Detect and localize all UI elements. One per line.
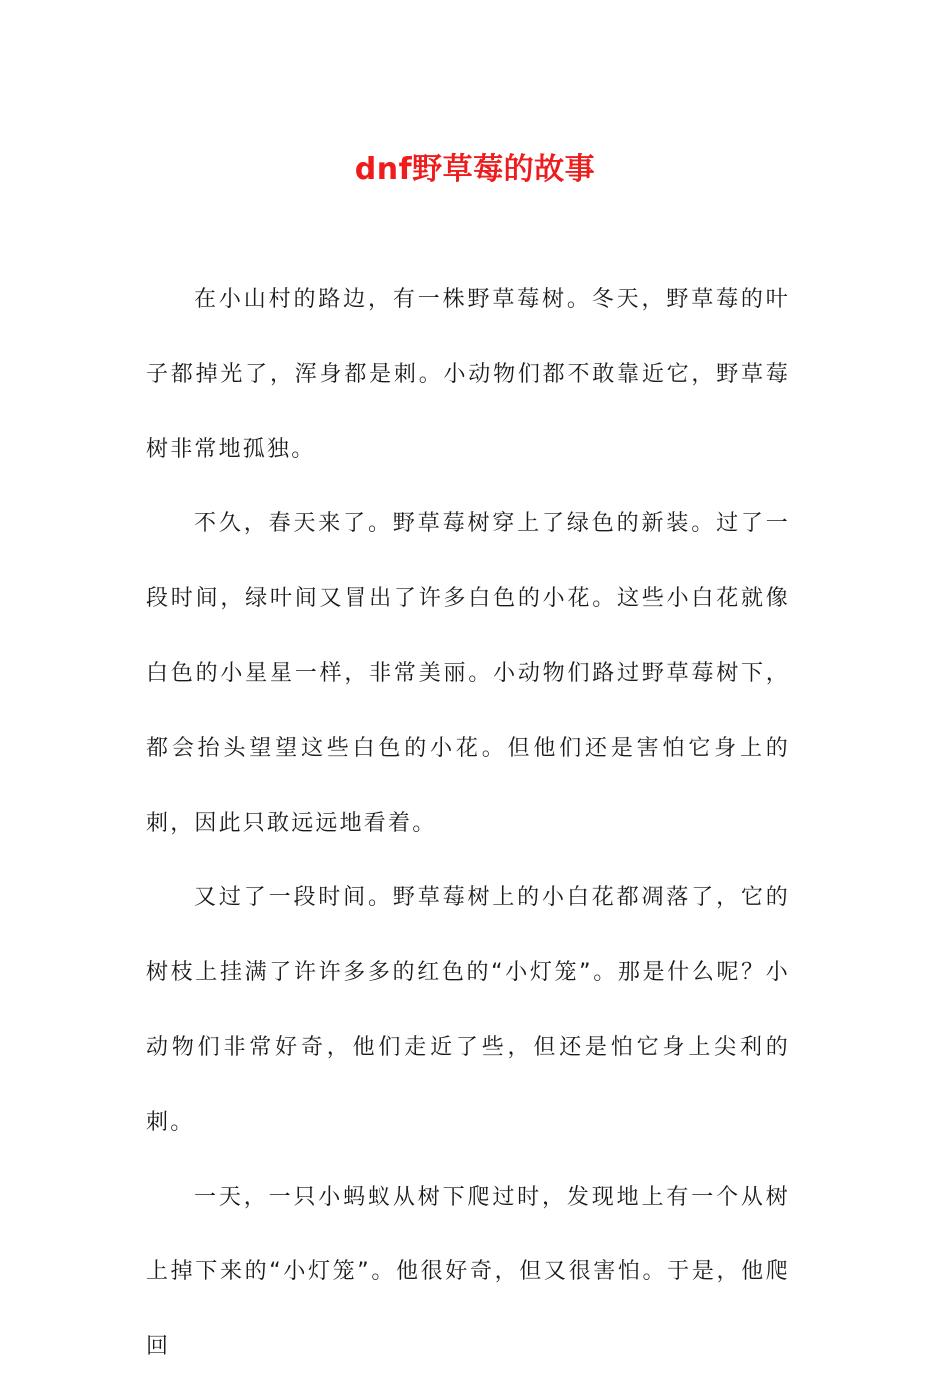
paragraph: 在小山村的路边，有一株野草莓树。冬天，野草莓的叶子都掉光了，浑身都是刺。小动物们都不敢靠近它，野草莓树非常地孤独。	[146, 287, 790, 462]
paragraph: 又过了一段时间。野草莓树上的小白花都凋落了，它的树枝上挂满了许许多多的红色的“小灯笼”。那是什么呢？小动物们非常好奇，他们走近了些，但还是怕它身上尖利的刺。	[146, 885, 790, 1135]
paragraph: 一天，一只小蚂蚁从树下爬过时，发现地上有一个从树上掉下来的“小灯笼”。他很好奇，但又很害怕。于是，他爬回	[146, 1184, 790, 1360]
document-body	[146, 263, 790, 1385]
document-title: dnf野草莓的故事	[354, 152, 596, 187]
paragraph: 不久，春天来了。野草莓树穿上了绿色的新装。过了一段时间，绿叶间又冒出了许多白色的小花。这些小白花就像白色的小星星一样，非常美丽。小动物们路过野草莓树下，都会抬头望望这些白色的小花。但他们还是害怕它身上的刺，因此只敢远远地看着。	[146, 511, 790, 836]
